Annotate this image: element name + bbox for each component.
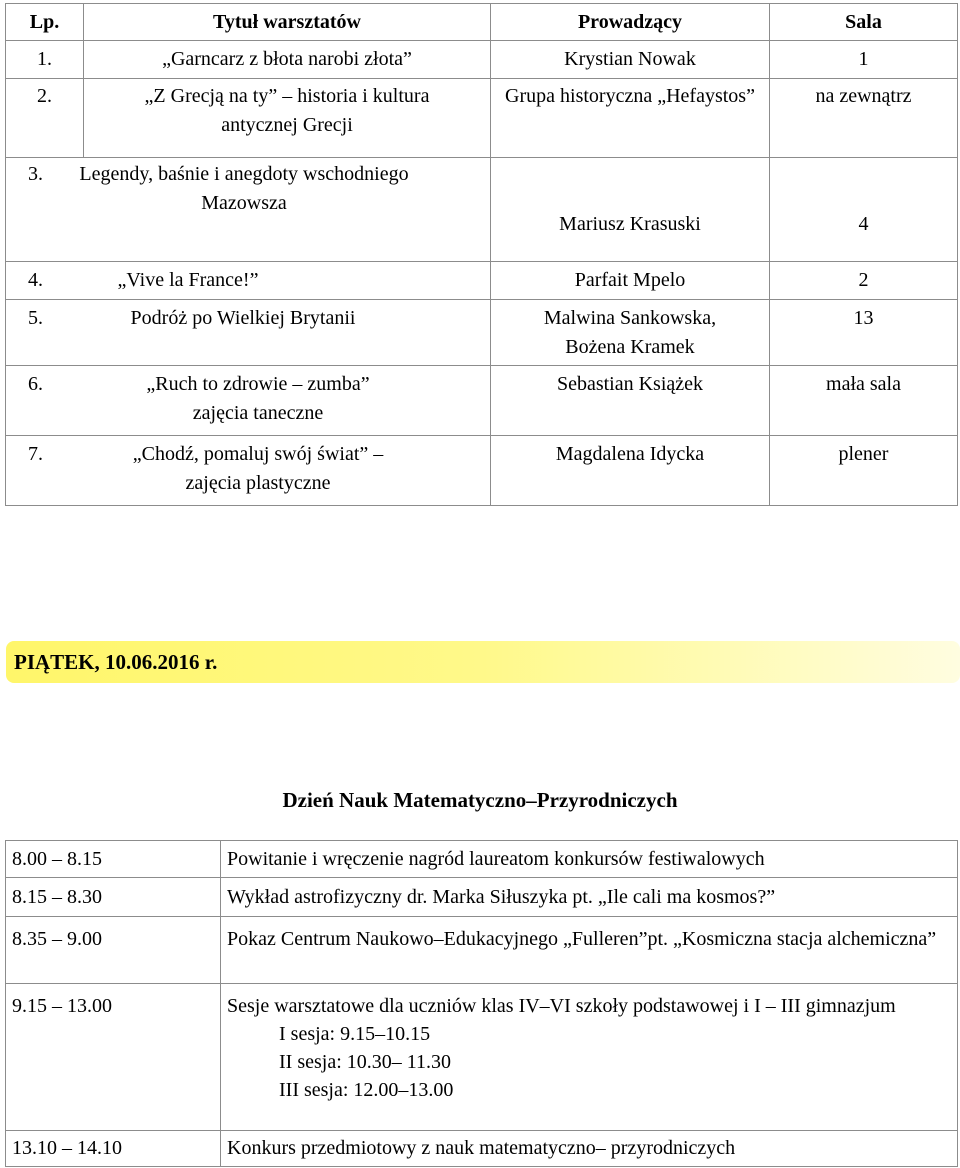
row-number: 7. (28, 443, 43, 465)
schedule-desc: Powitanie i wręczenie nagród laureatom konkursów festiwalowych (221, 841, 958, 878)
row-title: „Chodź, pomaluj swój świat” – zajęcia plastyczne (132, 443, 384, 494)
row-room: na zewnątrz (770, 79, 958, 158)
schedule-row (6, 917, 958, 984)
schedule-desc: Pokaz Centrum Naukowo–Edukacyjnego „Fulleren”pt. „Kosmiczna stacja alchemiczna” (221, 917, 958, 984)
header-lp: Lp. (6, 4, 84, 41)
table-row (6, 79, 958, 158)
day-subtitle: Dzień Nauk Matematyczno–Przyrodniczych (282, 788, 678, 812)
row-title: Podróż po Wielkiej Brytanii (130, 307, 356, 329)
table-row (6, 41, 958, 79)
header-lead: Prowadzący (491, 4, 770, 41)
workshops-table (5, 3, 958, 506)
row-number-title (6, 300, 490, 333)
row-room: 4 (770, 158, 958, 262)
session-item: I sesja: 9.15–10.15 (279, 1023, 431, 1045)
row-lead: Mariusz Krasuski (491, 158, 770, 262)
row-number-title (6, 436, 490, 498)
row-number-title-cell (6, 158, 491, 262)
row-room: 13 (770, 300, 958, 366)
schedule-time: 8.15 – 8.30 (6, 878, 221, 917)
row-number-title-cell (6, 262, 491, 300)
row-lead: Malwina Sankowska, Bożena Kramek (491, 300, 770, 366)
row-number: 4. (28, 269, 43, 291)
row-title: „Vive la France!” (117, 269, 259, 291)
row-title: Legendy, baśnie i anegdoty wschodniego Mazowsza (79, 163, 409, 214)
schedule-desc-cell (221, 984, 958, 1131)
row-room: plener (770, 436, 958, 506)
row-number-title (6, 262, 490, 299)
schedule-desc: Konkurs przedmiotowy z nauk matematyczno– przyrodniczych (221, 1131, 958, 1167)
day-banner (6, 641, 960, 683)
row-number-title-cell (6, 366, 491, 436)
row-lp: 1. (6, 41, 84, 79)
row-number-title (6, 158, 490, 218)
row-number-title (6, 366, 490, 428)
header-room: Sala (770, 4, 958, 41)
schedule-row (6, 841, 958, 878)
row-lead: Magdalena Idycka (491, 436, 770, 506)
row-title: „Z Grecją na ty” – historia i kultura antycznej Grecji (84, 79, 491, 158)
session-list (227, 1020, 951, 1104)
schedule-row (6, 984, 958, 1131)
row-lp: 2. (6, 79, 84, 158)
schedule-desc: Wykład astrofizyczny dr. Marka Siłuszyka pt. „Ile cali ma kosmos?” (221, 878, 958, 917)
schedule-time: 9.15 – 13.00 (6, 984, 221, 1131)
row-number: 5. (28, 307, 43, 329)
table-row (6, 436, 958, 506)
row-lead: Grupa historyczna „Hefaystos” (491, 79, 770, 158)
table-row (6, 366, 958, 436)
row-number: 3. (28, 163, 43, 185)
row-room: mała sala (770, 366, 958, 436)
table-row (6, 300, 958, 366)
row-number: 6. (28, 373, 43, 395)
table-row (6, 158, 958, 262)
row-number-title-cell (6, 300, 491, 366)
schedule-time: 13.10 – 14.10 (6, 1131, 221, 1167)
session-item: II sesja: 10.30– 11.30 (279, 1051, 452, 1073)
schedule-desc: Sesje warsztatowe dla uczniów klas IV–VI szkoły podstawowej i I – III gimnazjum (227, 995, 896, 1017)
row-lead: Sebastian Książek (491, 366, 770, 436)
table-row (6, 262, 958, 300)
schedule-row (6, 1131, 958, 1167)
header-title: Tytuł warsztatów (84, 4, 491, 41)
schedule-row (6, 878, 958, 917)
row-lead: Krystian Nowak (491, 41, 770, 79)
schedule-time: 8.00 – 8.15 (6, 841, 221, 878)
row-room: 2 (770, 262, 958, 300)
day-banner-text: PIĄTEK, 10.06.2016 r. (14, 650, 218, 674)
schedule-time: 8.35 – 9.00 (6, 917, 221, 984)
schedule-table (5, 840, 958, 1167)
row-title: „Garncarz z błota narobi złota” (84, 41, 491, 79)
row-number-title-cell (6, 436, 491, 506)
row-lead: Parfait Mpelo (491, 262, 770, 300)
table-header-row (6, 4, 958, 41)
session-item: III sesja: 12.00–13.00 (279, 1079, 454, 1101)
row-room: 1 (770, 41, 958, 79)
row-title: „Ruch to zdrowie – zumba” zajęcia taneczne (146, 373, 370, 424)
